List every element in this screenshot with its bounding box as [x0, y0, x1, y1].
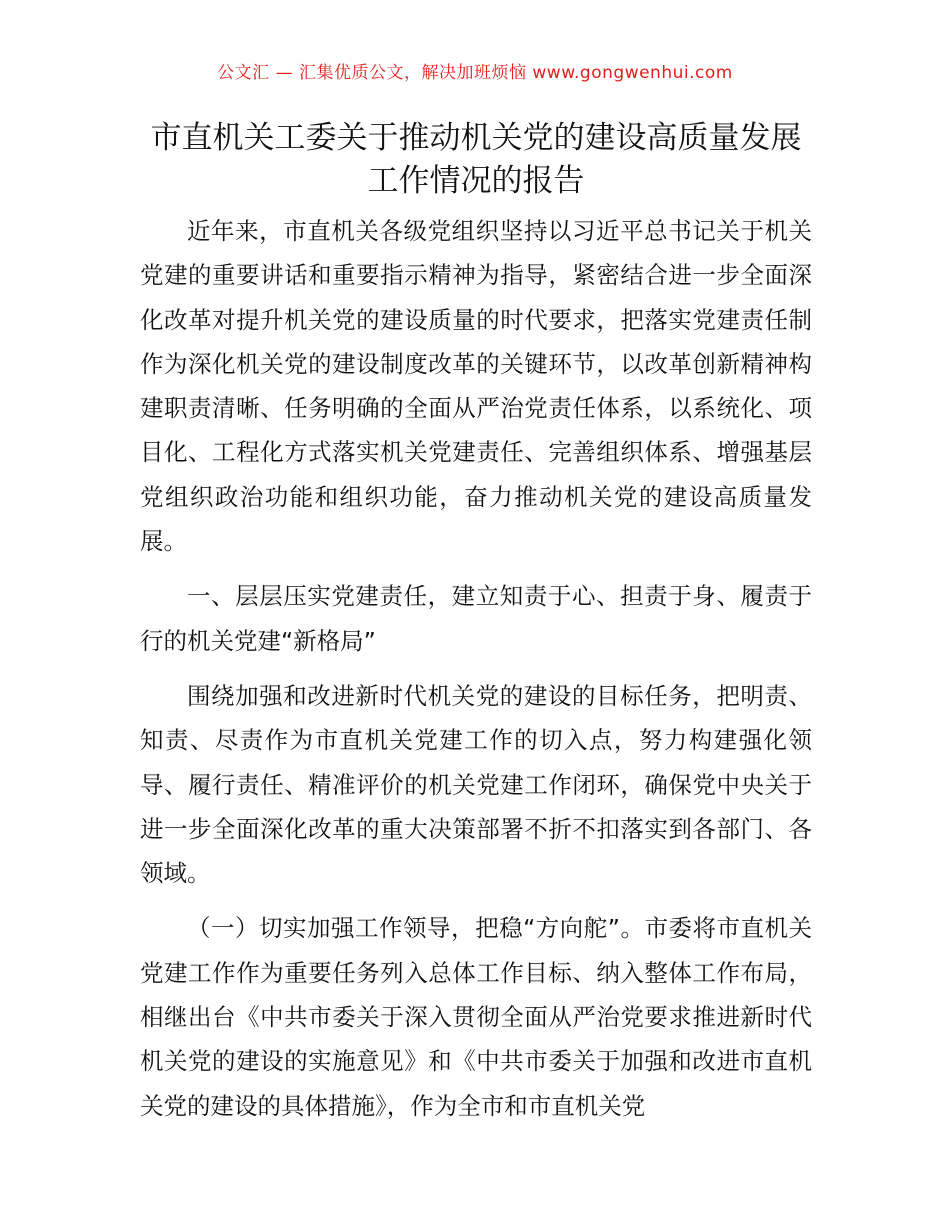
- section-heading-1: 一、层层压实党建责任，建立知责于心、担责于身、履责于行的机关党建“新格局”: [140, 582, 812, 655]
- paragraph-section-1: 围绕加强和改进新时代机关党的建设的目标任务，把明责、知责、尽责作为市直机关党建工作的切入点，努力构建强化领导、履行责任、精准评价的机关党建工作闭环，确保党中央关于进一步全面深化改革的重大决策部署不折不扣落实到各部门、各领域。: [140, 681, 812, 888]
- document-body: [140, 209, 812, 1139]
- document-title: 市直机关工委关于推动机关党的建设高质量发展工作情况的报告: [150, 120, 802, 199]
- paragraph-subsection-1: （一）切实加强工作领导，把稳“方向舵”。市委将市直机关党建工作作为重要任务列入总体工作目标、纳入整体工作布局，相继出台《中共市委关于深入贯彻全面从严治党要求推进新时代机关党的建设的实施意见》和《中共市委关于加强和改进市直机关党的建设的具体措施》，作为全市和市直机关党: [140, 914, 812, 1120]
- paragraph-intro: 近年来，市直机关各级党组织坚持以习近平总书记关于机关党建的重要讲话和重要指示精神为指导，紧密结合进一步全面深化改革对提升机关党的建设质量的时代要求，把落实党建责任制作为深化机关党的建设制度改革的关键环节，以改革创新精神构建职责清晰、任务明确的全面从严治党责任体系，以系统化、项目化、工程化方式落实机关党建责任、完善组织体系、增强基层党组织政治功能和组织功能，奋力推动机关党的建设高质量发展。: [140, 217, 812, 556]
- site-banner: 公文汇 — 汇集优质公文，解决加班烦恼 www.gongwenhui.com: [217, 63, 733, 83]
